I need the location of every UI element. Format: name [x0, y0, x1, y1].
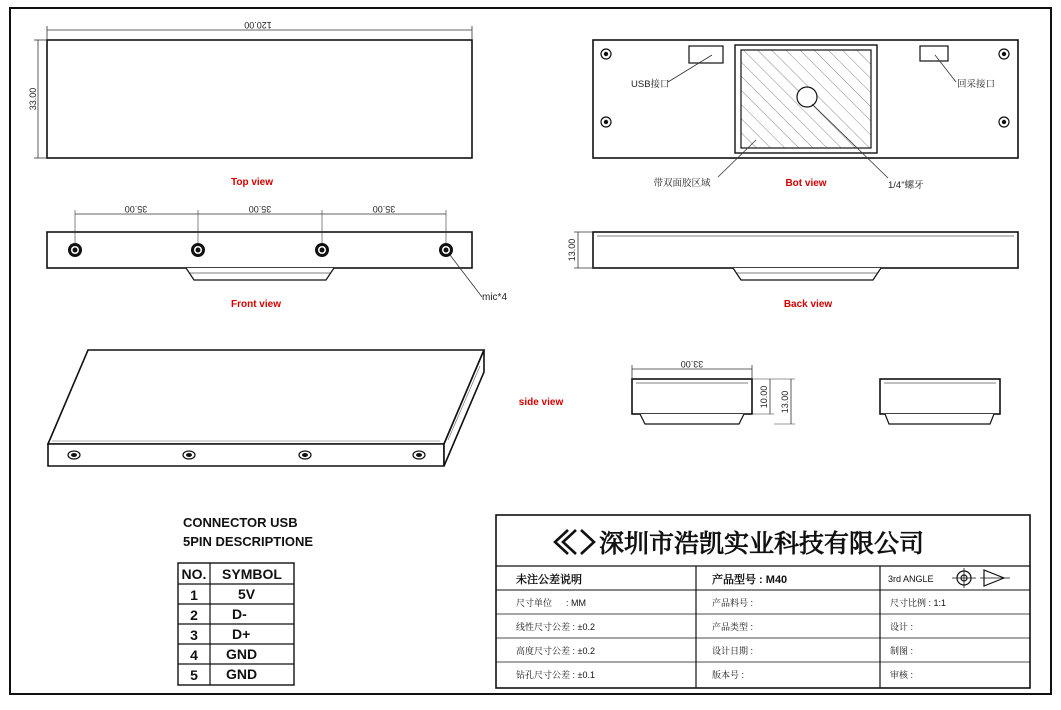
linear-tolerance: 线性尺寸公差 : ±0.2 [516, 622, 595, 632]
height-tolerance: 高度尺寸公差 : ±0.2 [516, 646, 595, 656]
table-cell-no: 4 [190, 647, 198, 663]
back-view [567, 232, 1018, 310]
bot-view [593, 40, 1018, 191]
screw-label: 1/4"螺牙 [888, 180, 924, 191]
unit-label: 尺寸单位 [516, 598, 553, 608]
table-cell-no: 5 [190, 667, 198, 683]
mic-spacing-dim: 35.00 [248, 204, 272, 214]
side-view-label: side view [518, 397, 564, 408]
scale-ratio: 尺寸比例 : 1:1 [890, 598, 947, 608]
top-view-label: Top view [230, 177, 274, 188]
reviewer: 审核 : [890, 670, 914, 680]
connector-section [178, 515, 313, 685]
side-profile [632, 379, 752, 414]
mic-spacing-dim: 35.00 [124, 204, 148, 214]
table-cell-no: 3 [190, 627, 198, 643]
side-profile-alt [880, 379, 1000, 414]
loopback-port-label: 回采接口 [957, 79, 996, 90]
isometric-view [48, 350, 484, 466]
company-name: 深圳市浩凯实业科技有限公司 [599, 530, 925, 558]
drill-tolerance: 钻孔尺寸公差 : ±0.1 [516, 670, 595, 680]
product-category: 产品类型 : [712, 622, 754, 632]
back-view-label: Back view [783, 299, 833, 310]
table-cell-no: 1 [190, 587, 198, 603]
mic-spacing-dim: 35.00 [372, 204, 396, 214]
design-date: 设计日期 : [712, 646, 754, 656]
projection-label: 3rd ANGLE [888, 574, 934, 584]
version-number: 版本号 : [712, 670, 745, 680]
back-view-outline [593, 232, 1018, 268]
side-width-dim: 33.00 [680, 359, 704, 369]
table-cell-symbol: D- [232, 606, 247, 622]
unit-value: : MM [566, 598, 586, 608]
title-block [496, 515, 1030, 688]
front-view [47, 204, 507, 310]
part-number: 产品料号 : [712, 598, 754, 608]
top-view-width-dim: 120.00 [244, 20, 272, 30]
screw-hole-icon [797, 87, 817, 107]
table-header-symbol: SYMBOL [222, 566, 282, 582]
tape-area-label: 带双面胶区域 [653, 178, 711, 189]
table-cell-symbol: GND [226, 646, 258, 662]
top-view-height-dim: 33.00 [28, 87, 38, 111]
table-cell-symbol: GND [226, 666, 258, 682]
back-view-height-dim: 13.00 [567, 238, 577, 262]
tolerance-title: 未注公差说明 [516, 574, 582, 586]
front-view-outline [47, 232, 472, 268]
bot-view-label: Bot view [785, 178, 827, 189]
side-height-dim: 13.00 [780, 390, 790, 414]
connector-title-line2: 5PIN DESCRIPTIONE [183, 534, 314, 549]
connector-title-line1: CONNECTOR USB [183, 515, 298, 530]
top-view-outline [47, 40, 472, 158]
usb-port [689, 46, 723, 63]
product-model: 产品型号 : M40 [712, 574, 788, 586]
table-header-no: NO. [181, 566, 207, 582]
side-inner-height-dim: 10.00 [759, 385, 769, 409]
table-cell-no: 2 [190, 607, 198, 623]
table-cell-symbol: 5V [238, 586, 256, 602]
front-view-label: Front view [230, 299, 282, 310]
usb-port-label: USB接口 [631, 79, 670, 90]
table-cell-symbol: D+ [232, 626, 251, 642]
mic-label: mic*4 [482, 292, 508, 303]
top-view [28, 20, 472, 188]
designer: 设计 : [890, 622, 914, 632]
loopback-port [920, 46, 948, 61]
side-view [519, 359, 1000, 424]
drafter: 制图 : [890, 646, 914, 656]
